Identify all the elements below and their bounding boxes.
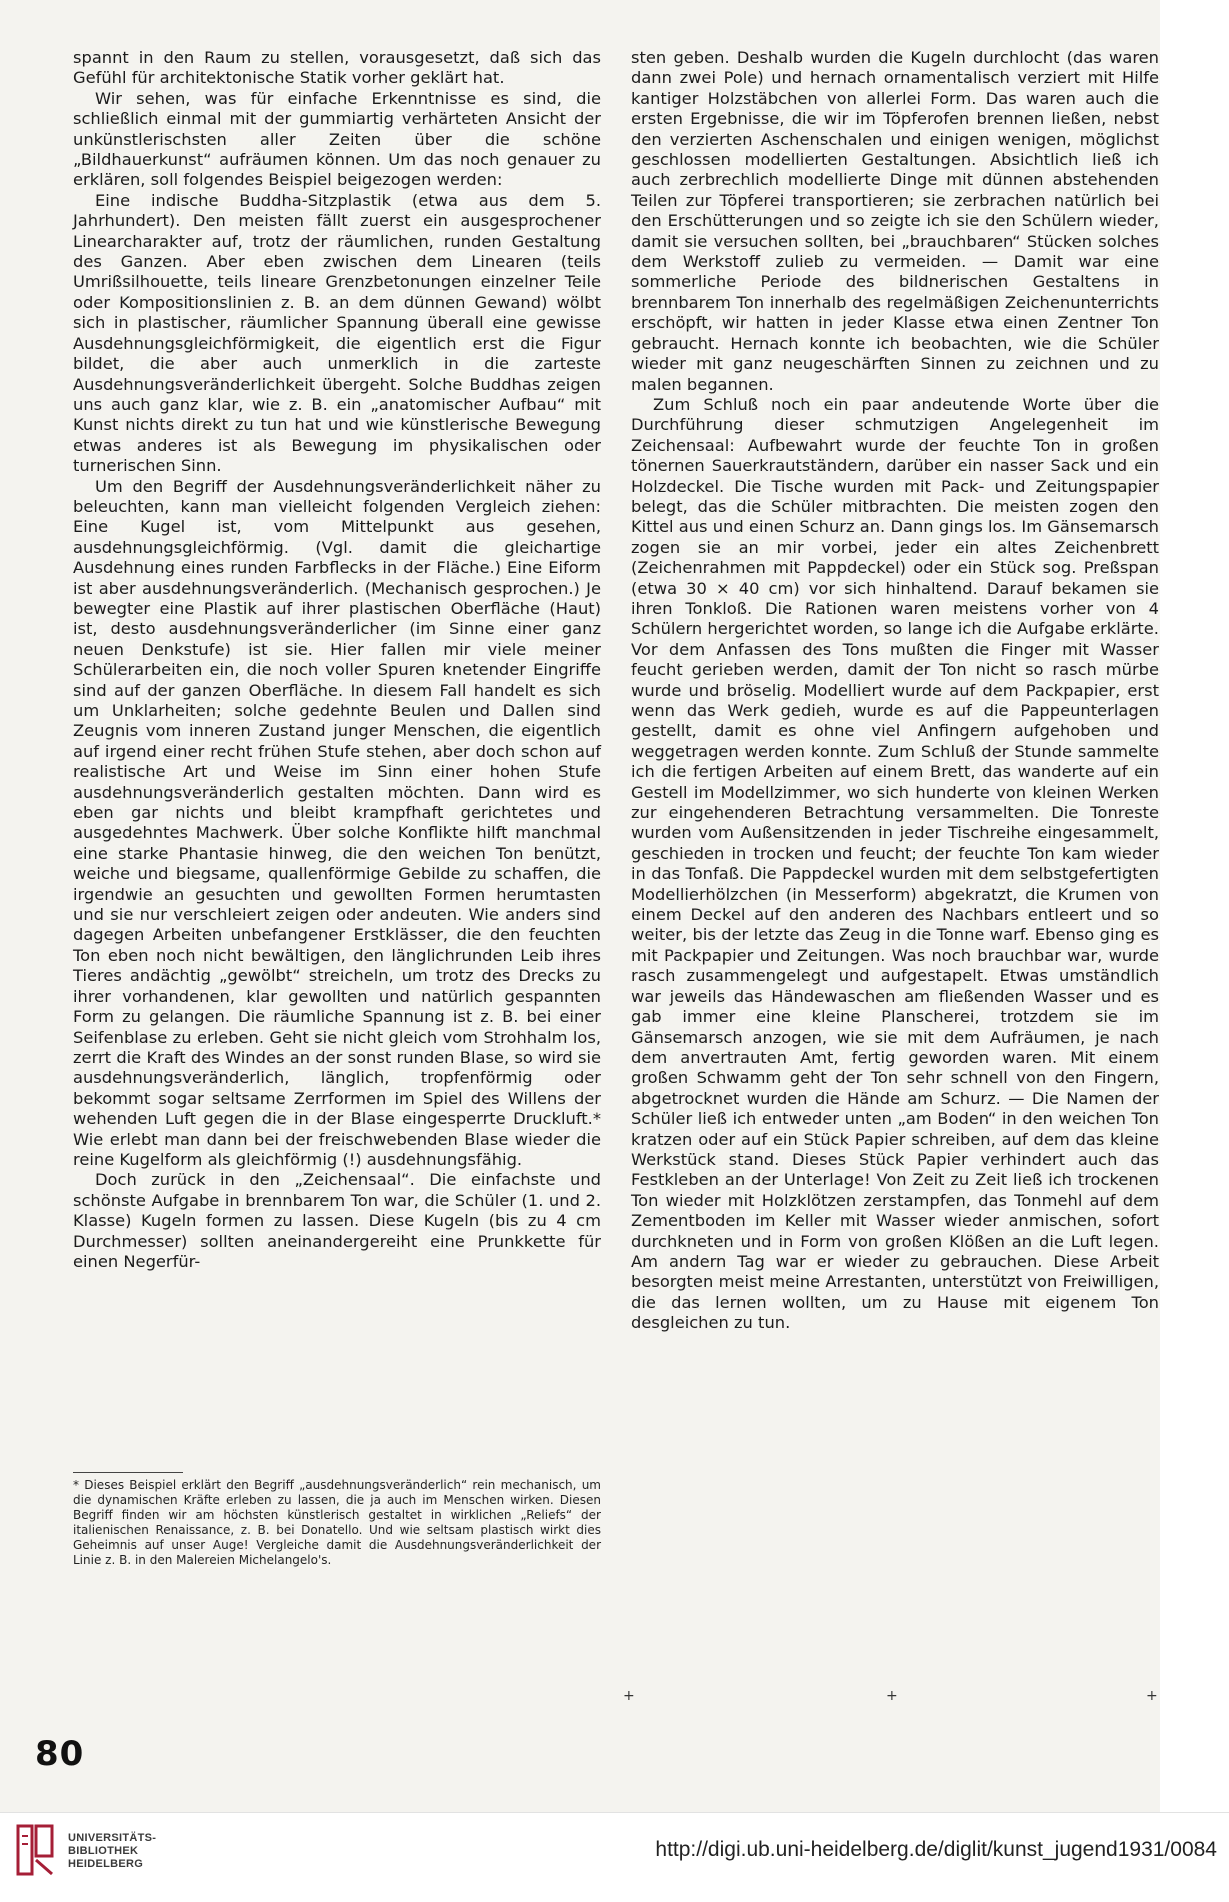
register-mark: + <box>623 1688 635 1704</box>
library-name <box>68 1832 156 1871</box>
library-name-line: BIBLIOTHEK <box>68 1845 139 1857</box>
left-column <box>73 48 601 1272</box>
paragraph: Wir sehen, was für einfache Erkenntnisse es sind, die schließlich einmal mit der gummiartig verhärteten Ansicht der unkünstlerischsten aller Zeiten über die schöne „Bildhauerkunst“ aufräumen können. Um das noch genauer zu erklären, soll folgendes Beispiel beigezogen werden: <box>73 88 601 190</box>
library-logo-icon[interactable] <box>14 1822 58 1878</box>
paragraph: Eine indische Buddha-Sitzplastik (etwa aus dem 5. Jahrhundert). Den meisten fällt zuerst ein ausgesprochener Linearcharakter auf, trotz der räumlichen, runden Gestaltung des Ganzen. Aber eben zwischen dem Linearen (teils Umrißsilhouette, teils lineare Grenzbetonungen einzelner Teile oder Kompositionslinien z. B. an dem dünnen Gewand) wölbt sich in plastischer, räumlicher Spannung überall eine gewisse Ausdehnungsgleichförmigkeit, die eigentlich erst die Figur bildet, die aber auch unmerklich in die zarteste Ausdehnungsveränderlichkeit übergeht. Solche Buddhas zeigen uns auch ganz klar, wie z. B. ein „anatomischer Aufbau“ mit Kunst nichts direkt zu tun hat und wie künstlerische Bewegung etwas anderes ist als Bewegung im physikalischen oder turnerischen Sinn. <box>73 190 601 476</box>
library-name-line: UNIVERSITÄTS- <box>68 1832 157 1844</box>
paragraph: Um den Begriff der Ausdehnungsveränderlichkeit näher zu beleuchten, kann man vielleicht folgenden Vergleich ziehen: Eine Kugel ist, vom Mittelpunkt aus gesehen, ausdehnungsgleichförmig. (Vgl. damit die gleichartige Ausdehnung eines runden Farbflecks in der Fläche.) Eine Eiform ist aber ausdehnungsveränderlich. (Mechanisch gesprochen.) Je bewegter eine Plastik auf ihrer plastischen Oberfläche (Haut) ist, desto ausdehnungsveränderlicher (im Sinne einer ganz neuen Denkstufe) ist sie. Hier fallen mir viele meiner Schülerarbeiten ein, die noch voller Spuren knetender Eingriffe sind auf der ganzen Oberfläche. In diesem Fall handelt es sich um Unklarheiten; solche gedehnte Beulen und Dallen sind Zeugnis vom inneren Zustand junger Menschen, die eigentlich auf irgend einer recht frühen Stufe stehen, aber doch schon auf realistische Art und Weise im Sinn einer hohen Stufe ausdehnungsveränderlich gestalten möchten. Dann wird es eben gar nichts und bleibt krampfhaft gerichtetes und ausgedehntes Machwerk. Über solche Konflikte hilft manchmal eine starke Phantasie hinweg, die den weichen Ton benützt, weiche und biegsame, quallenförmige Gebilde zu schaffen, die irgendwie an gesuchten und gewollten Formen herumtasten und sie nur verschleiert zeigen oder andeuten. Wie anders sind dagegen Arbeiten unbefangener Erstklässer, die den feuchten Ton eben noch nicht bewältigen, den länglichrunden Leib ihres Tieres andächtig „gewölbt“ streicheln, um trotz des Drecks zu ihrer vorhandenen, klar gewollten und natürlich gespannten Form zu gelangen. Die räumliche Spannung ist z. B. bei einer Seifenblase zu erleben. Geht sie nicht gleich vom Strohhalm los, zerrt die Kraft des Windes an der sonst runden Blase, so wird sie ausdehnungsveränderlich, länglich, tropfenförmig oder bekommt sogar seltsame Zerrformen im Spiel des Willens der wehenden Luft gegen die in der Blase eingesperrte Druckluft.* Wie erlebt man dann bei der freischwebenden Blase wieder die reine Kugelform als gleichförmig (!) ausdehnungsfähig. <box>73 476 601 1169</box>
footnote-divider <box>73 1472 183 1473</box>
library-name-line: HEIDELBERG <box>68 1858 144 1870</box>
paragraph: sten geben. Deshalb wurden die Kugeln durchlocht (das waren dann zwei Pole) und hernach ornamentalisch verziert mit Hilfe kantiger Holzstäbchen von allerlei Form. Das waren auch die ersten Ergebnisse, die wir im Töpferofen brennen ließen, nebst den verzierten Aschenschalen und einigen wenigen, möglichst geschlossen modellierten Gestaltungen. Absichtlich ließ ich auch zerbrechlich modellierte Dinge mit dünnen abstehenden Teilen zur Töpferei transportieren; sie zerbrachen natürlich bei den Erschütterungen und so zeigte ich sie den Schülern wieder, damit sie versuchen sollten, bei „brauchbaren“ Stücken solches dem Werkstoff zulieb zu vermeiden. — Damit war eine sommerliche Periode des bildnerischen Gestaltens in brennbarem Ton innerhalb des regelmäßigen Zeichenunterrichts erschöpft, wir hatten in jeder Klasse etwa einen Zentner Ton gebraucht. Hernach konnte ich beobachten, wie die Schüler wieder mit ganz neugeschärften Sinnen zu zeichnen und zu malen begannen. <box>631 48 1159 394</box>
register-mark: + <box>1146 1688 1158 1704</box>
page-number: 80 <box>35 1734 85 1774</box>
register-mark: + <box>886 1688 898 1704</box>
right-column <box>631 48 1159 1334</box>
paragraph: spannt in den Raum zu stellen, vorausgesetzt, daß sich das Gefühl für architektonische Statik vorher geklärt hat. <box>73 48 601 88</box>
paragraph: Zum Schluß noch ein paar andeutende Worte über die Durchführung dieser schmutzigen Angelegenheit im Zeichensaal: Aufbewahrt wurde der feuchte Ton in großen tönernen Sauerkrautständern, darüber ein nasser Sack und ein Holzdeckel. Die Tische wurden mit Pack- und Zeitungspapier belegt, das die Schüler mitbrachten. Die meisten zogen den Kittel aus und einen Schurz an. Dann gings los. Im Gänsemarsch zogen sie an mir vorbei, jeder ein altes Zeichenbrett (Zeichenrahmen mit Pappdeckel) oder ein Stück sog. Preßspan (etwa 30 × 40 cm) vor sich hinhaltend. Darauf bekamen sie ihren Tonkloß. Die Rationen waren meistens vorher von 4 Schülern hergerichtet worden, so lange ich die Aufgabe erklärte. Vor dem Anfassen des Tons mußten die Finger mit Wasser feucht gerieben werden, damit der Ton nicht so rasch mürbe wurde und bröselig. Modelliert wurde auf dem Packpapier, erst wenn das Werk gedieh, wurde es auf die Pappeunterlagen gestellt, damit es ohne viel Anfingern aufgehoben und weggetragen werden konnte. Zum Schluß der Stunde sammelte ich die fertigen Arbeiten auf einem Brett, das wanderte auf ein Gestell im Modellzimmer, wo sich hunderte von kleinen Werken zur eingehenderen Betrachtung versammelten. Die Tonreste wurden vom Außensitzenden in jeder Tischreihe eingesammelt, geschieden in trocken und feucht; der feuchte Ton kam wieder in das Tonfaß. Die Pappdeckel wurden mit dem selbstgefertigten Modellierhölzchen (in Messerform) abgekratzt, die Krumen von einem Deckel auf den anderen des Nachbars entleert und so weiter, bis der letzte das Zeug in die Tonne warf. Ebenso ging es mit Packpapier und Zeitungen. Was noch brauchbar war, wurde rasch zusammengelegt und aufgestapelt. Etwas umständlich war jeweils das Händewaschen am fließenden Wasser und es gab immer eine kleine Planscherei, trotzdem sie im Gänsemarsch anzogen, wie sie mit dem Aufräumen, je nach dem anvertrauten Amt, fertig geworden waren. Mit einem großen Schwamm geht der Ton sehr schnell von den Fingern, abgetrocknet wurden die Hände am Schurz. — Die Namen der Schüler ließ ich entweder unten „am Boden“ in den weichen Ton kratzen oder auf ein Stück Papier schreiben, auf dem das kleine Werkstück stand. Dieses Stück Papier verhindert auch das Festkleben an der Unterlage! Von Zeit zu Zeit ließ ich trockenen Ton wieder mit Holzklötzen zerstampfen, das Tonmehl auf dem Zementboden im Keller mit Wasser wieder anmischen, sofort durchkneten und in Form von großen Klößen an die Luft legen. Am andern Tag war er wieder zu gebrauchen. Diese Arbeit besorgten meist meine Arrestanten, unterstützt von Freiwilligen, die das lernen wollten, um zu Hause mit eigenem Ton desgleichen zu tun. <box>631 394 1159 1333</box>
paragraph: Doch zurück in den „Zeichensaal“. Die einfachste und schönste Aufgabe in brennbarem Ton war, die Schüler (1. und 2. Klasse) Kugeln formen zu lassen. Diese Kugeln (bis zu 4 cm Durchmesser) sollten aneinandergereiht eine Prunkkette für einen Negerfür- <box>73 1170 601 1271</box>
footnote: * Dieses Beispiel erklärt den Begriff „ausdehnungsveränderlich“ rein mechanisch, um die dynamischen Kräfte erleben zu lassen, die ja auch im Menschen wirken. Diesen Begriff finden wir am höchsten künstlerisch gestaltet in wirklichen „Reliefs“ der italienischen Renaissance, z. B. bei Donatello. Und wie seltsam plastisch wirkt dies Geheimnis auf unser Auge! Vergleiche damit die Ausdehnungsveränderlichkeit der Linie z. B. in den Malereien Michelangelo's. <box>73 1478 601 1567</box>
source-url-link[interactable]: http://digi.ub.uni-heidelberg.de/diglit/kunst_jugend1931/0084 <box>655 1838 1217 1861</box>
